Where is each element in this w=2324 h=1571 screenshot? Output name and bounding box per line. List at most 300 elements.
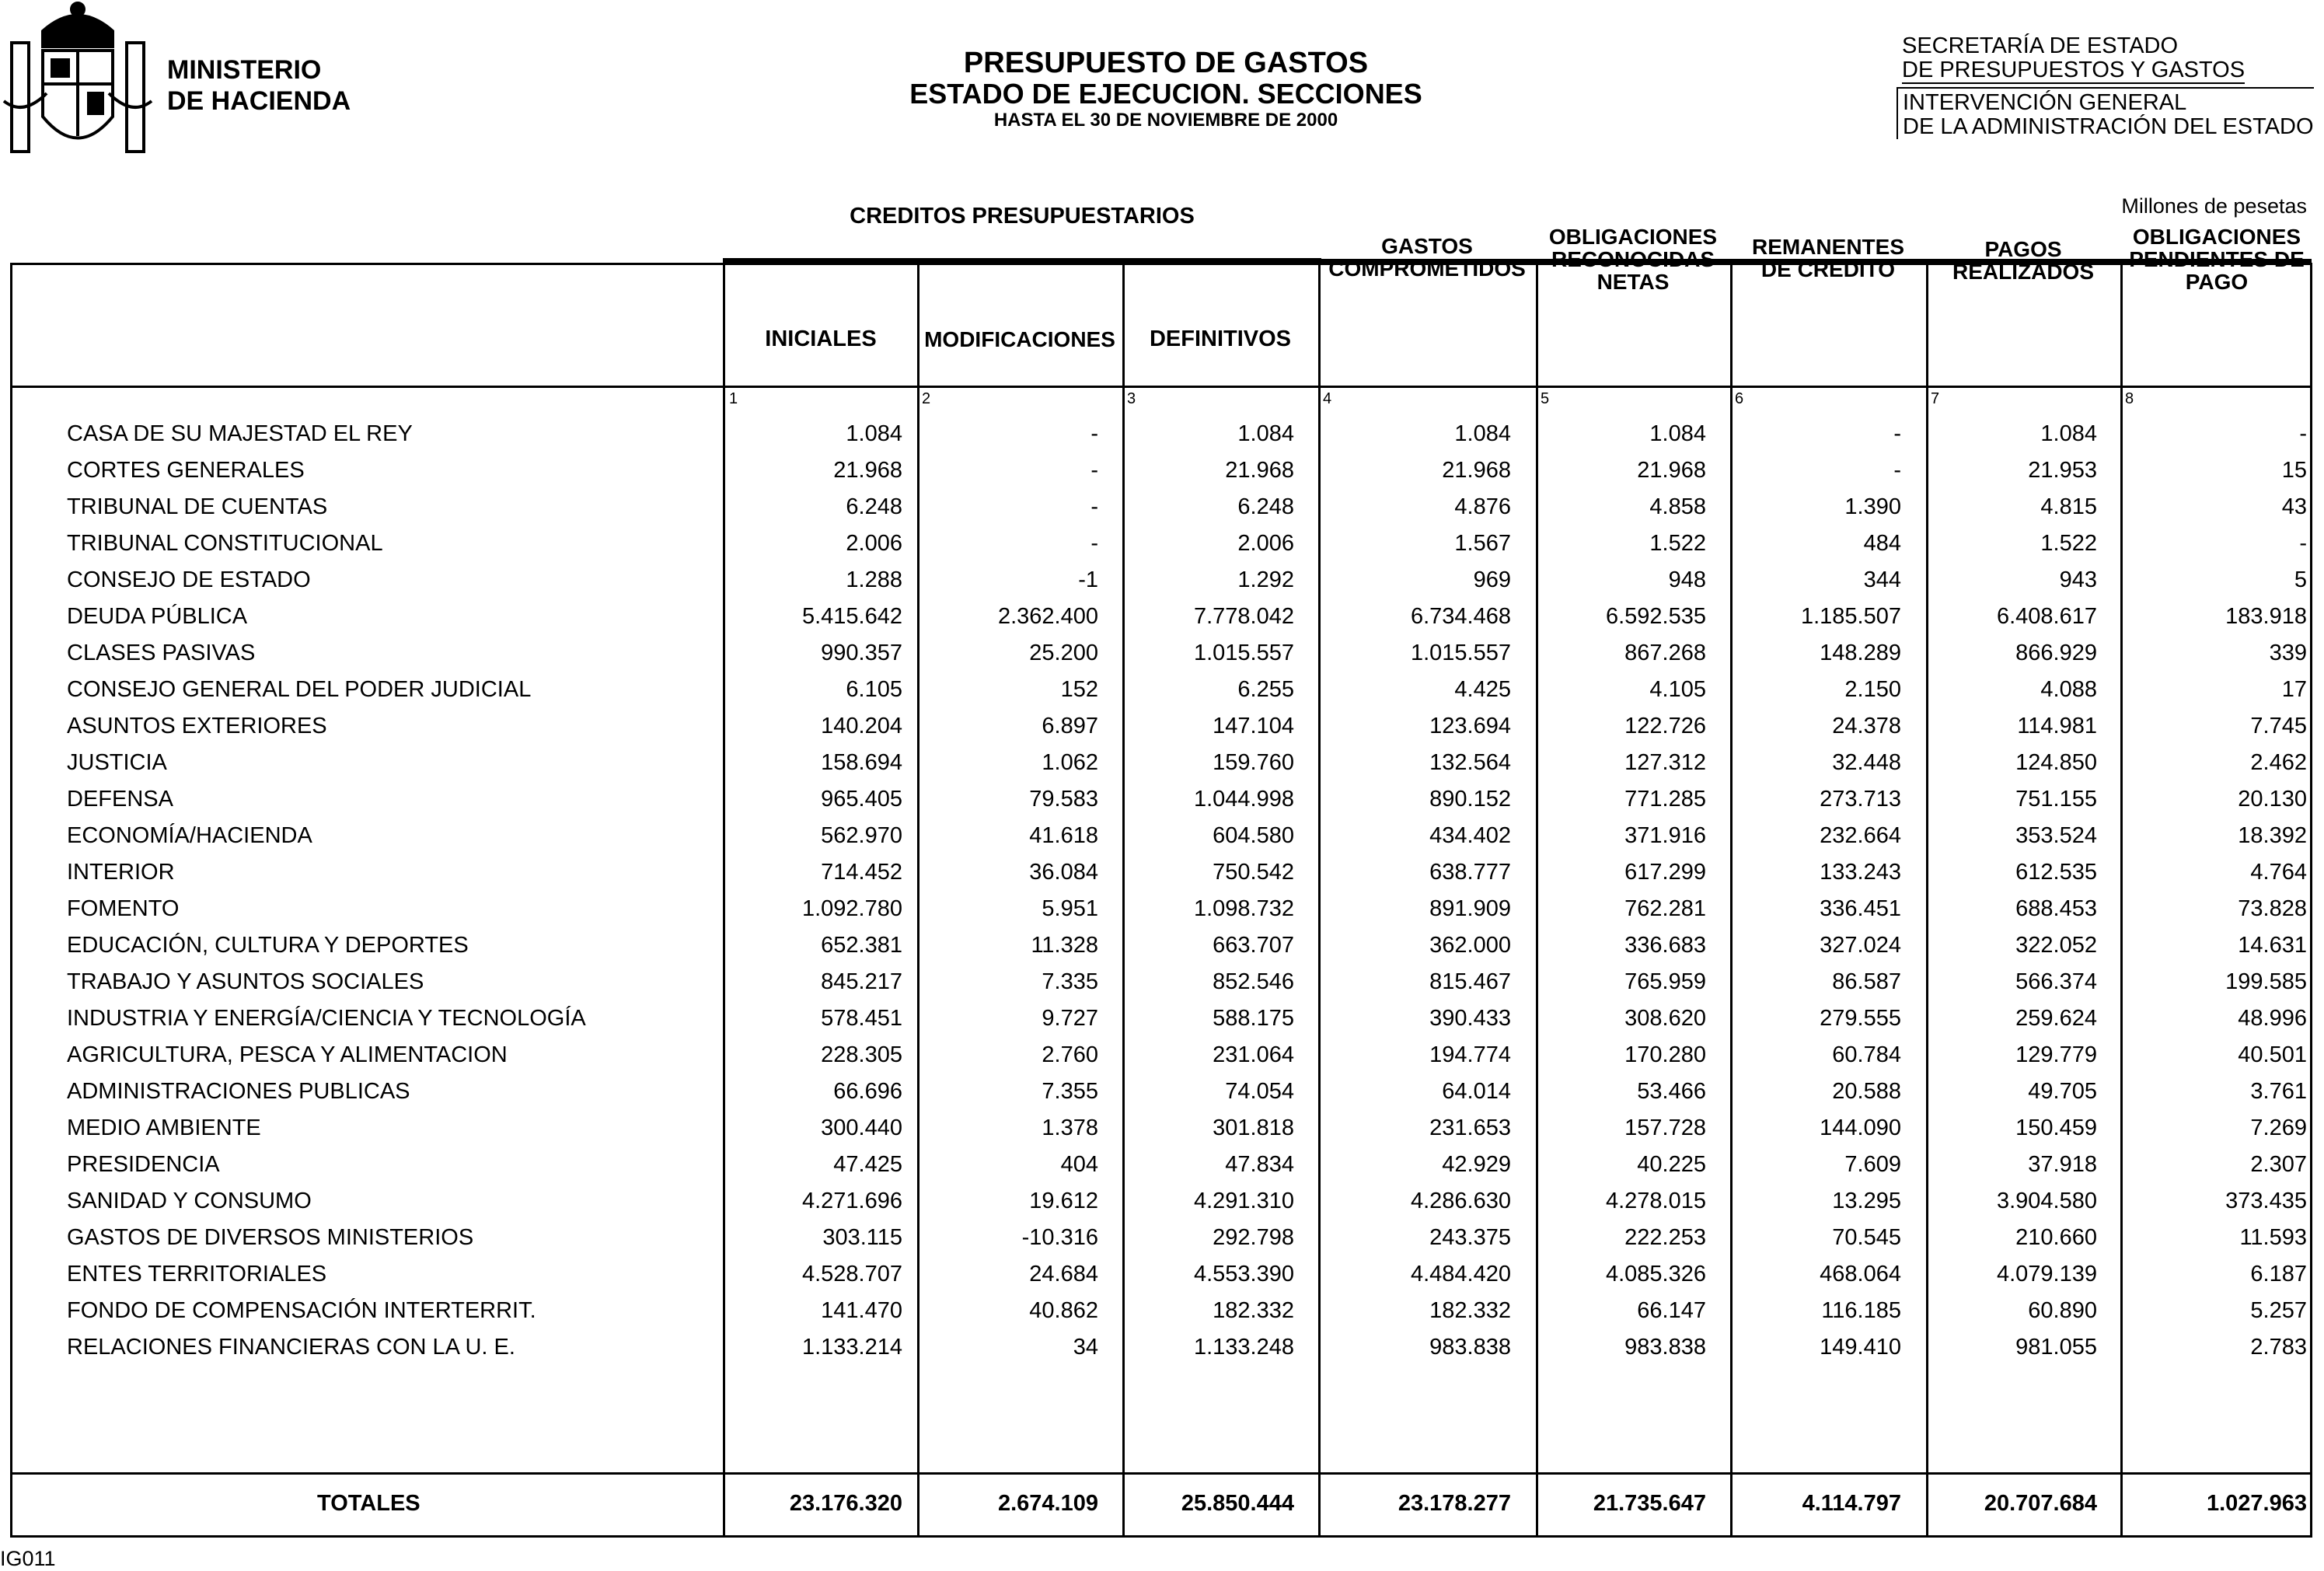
header-pend-line2: PENDIENTES DE	[2129, 247, 2305, 271]
row-value: 652.381	[821, 933, 902, 958]
row-section-name: EDUCACIÓN, CULTURA Y DEPORTES	[67, 933, 469, 958]
row-value: 2.362.400	[997, 604, 1098, 629]
row-value: 124.850	[2015, 750, 2097, 775]
row-value: 24.378	[1832, 714, 1901, 738]
document-title-block	[816, 47, 1516, 132]
row-value: 604.580	[1213, 823, 1294, 848]
row-value: 60.784	[1832, 1042, 1901, 1067]
row-value: 47.834	[1225, 1152, 1294, 1177]
header-remanentes	[1730, 236, 1926, 281]
row-value: 353.524	[2015, 823, 2097, 848]
row-value: 7.355	[1042, 1079, 1098, 1104]
table-row	[0, 1079, 2324, 1115]
intervencion-line2: DE LA ADMINISTRACIÓN DEL ESTADO	[1903, 114, 2314, 139]
grid-line	[10, 386, 2312, 388]
row-value: 890.152	[1429, 787, 1511, 812]
row-value: -	[1090, 531, 1098, 556]
row-value: 70.545	[1832, 1225, 1901, 1250]
row-value: 688.453	[2015, 896, 2097, 921]
table-row	[0, 896, 2324, 933]
row-value: 6.248	[846, 494, 902, 519]
table-row	[0, 1042, 2324, 1079]
row-value: 891.909	[1429, 896, 1511, 921]
row-value: 308.620	[1624, 1006, 1706, 1031]
row-value: 133.243	[1820, 860, 1901, 885]
row-value: 404	[1060, 1152, 1098, 1177]
row-value: 49.705	[2028, 1079, 2097, 1104]
header-oblig-line2: RECONOCIDAS	[1551, 247, 1715, 271]
table-row	[0, 1298, 2324, 1335]
column-number: 5	[1541, 390, 1550, 407]
grid-line	[10, 1472, 2312, 1475]
row-value: 182.332	[1213, 1298, 1294, 1323]
row-value: 182.332	[1429, 1298, 1511, 1323]
ministry-line2: DE HACIENDA	[167, 86, 351, 116]
row-value: 170.280	[1624, 1042, 1706, 1067]
table-row	[0, 1262, 2324, 1298]
row-value: 1.084	[1237, 421, 1294, 446]
header-oblig-line3: NETAS	[1596, 270, 1670, 294]
row-value: 1.084	[846, 421, 902, 446]
row-value: 2.760	[1042, 1042, 1098, 1067]
row-section-name: TRIBUNAL DE CUENTAS	[67, 494, 328, 519]
totals-value: 21.735.647	[1593, 1491, 1706, 1516]
row-value: 1.015.557	[1193, 641, 1294, 665]
row-section-name: FONDO DE COMPENSACIÓN INTERTERRIT.	[67, 1298, 536, 1323]
row-value: -	[1893, 421, 1901, 446]
row-value: 6.408.617	[1996, 604, 2097, 629]
row-value: 4.291.310	[1193, 1189, 1294, 1213]
row-section-name: ASUNTOS EXTERIORES	[67, 714, 327, 738]
totals-value: 4.114.797	[1802, 1491, 1901, 1516]
row-value: 4.764	[2250, 860, 2307, 885]
row-value: 1.378	[1042, 1115, 1098, 1140]
header-reman-line2: DE CREDITO	[1760, 257, 1896, 281]
row-value: 327.024	[1820, 933, 1901, 958]
row-value: 6.592.535	[1605, 604, 1706, 629]
row-value: 1.185.507	[1800, 604, 1901, 629]
row-section-name: ENTES TERRITORIALES	[67, 1262, 327, 1286]
row-value: 638.777	[1429, 860, 1511, 885]
row-value: 232.664	[1820, 823, 1901, 848]
column-number: 4	[1323, 390, 1332, 407]
row-value: 32.448	[1832, 750, 1901, 775]
column-number: 8	[2125, 390, 2134, 407]
header-modificaciones: MODIFICACIONES	[924, 327, 1115, 351]
row-value: 484	[1863, 531, 1901, 556]
header-pagos-line1: PAGOS	[1984, 237, 2062, 261]
row-value: 144.090	[1820, 1115, 1901, 1140]
row-value: 122.726	[1624, 714, 1706, 738]
row-value: -	[1090, 421, 1098, 446]
row-value: 17	[2281, 677, 2307, 702]
row-value: 468.064	[1820, 1262, 1901, 1286]
row-value: 53.466	[1637, 1079, 1706, 1104]
row-value: 562.970	[821, 823, 902, 848]
row-value: 14.631	[2238, 933, 2307, 958]
row-value: 765.959	[1624, 969, 1706, 994]
row-value: 13.295	[1832, 1189, 1901, 1213]
table-row	[0, 641, 2324, 677]
row-value: 114.981	[2017, 714, 2097, 738]
row-value: 1.567	[1454, 531, 1511, 556]
row-value: 140.204	[821, 714, 902, 738]
row-value: 4.553.390	[1193, 1262, 1294, 1286]
row-value: 1.288	[846, 567, 902, 592]
column-number: 7	[1931, 390, 1940, 407]
row-value: 66.147	[1637, 1298, 1706, 1323]
table-row	[0, 677, 2324, 714]
row-value: 588.175	[1213, 1006, 1294, 1031]
row-value: 1.133.248	[1193, 1335, 1294, 1360]
row-value: 4.484.420	[1410, 1262, 1511, 1286]
table-row	[0, 1006, 2324, 1042]
row-value: 5	[2294, 567, 2307, 592]
row-value: 19.612	[1029, 1189, 1098, 1213]
row-value: 663.707	[1213, 933, 1294, 958]
table-row	[0, 750, 2324, 787]
row-section-name: CORTES GENERALES	[67, 458, 305, 483]
row-value: 371.916	[1624, 823, 1706, 848]
row-value: 64.014	[1442, 1079, 1511, 1104]
row-value: 194.774	[1429, 1042, 1511, 1067]
totals-value: 20.707.684	[1984, 1491, 2097, 1516]
row-section-name: INDUSTRIA Y ENERGÍA/CIENCIA Y TECNOLOGÍA	[67, 1006, 586, 1031]
row-value: 815.467	[1429, 969, 1511, 994]
row-value: 3.761	[2250, 1079, 2307, 1104]
row-value: 159.760	[1213, 750, 1294, 775]
row-section-name: AGRICULTURA, PESCA Y ALIMENTACION	[67, 1042, 508, 1067]
row-value: 47.425	[833, 1152, 902, 1177]
row-value: 965.405	[821, 787, 902, 812]
row-value: 1.522	[1649, 531, 1706, 556]
row-section-name: ECONOMÍA/HACIENDA	[67, 823, 312, 848]
row-value: 373.435	[2225, 1189, 2307, 1213]
row-value: 73.828	[2238, 896, 2307, 921]
row-value: 4.876	[1454, 494, 1511, 519]
row-value: 183.918	[2225, 604, 2307, 629]
row-value: 390.433	[1429, 1006, 1511, 1031]
row-value: 25.200	[1029, 641, 1098, 665]
row-value: 845.217	[821, 969, 902, 994]
row-value: 7.778.042	[1193, 604, 1294, 629]
row-value: 21.968	[1442, 458, 1511, 483]
row-value: 4.278.015	[1605, 1189, 1706, 1213]
ministry-name	[167, 54, 351, 117]
column-number: 2	[922, 390, 931, 407]
row-value: 1.062	[1042, 750, 1098, 775]
row-section-name: RELACIONES FINANCIERAS CON LA U. E.	[67, 1335, 515, 1360]
row-section-name: ADMINISTRACIONES PUBLICAS	[67, 1079, 410, 1104]
row-value: 141.470	[821, 1298, 902, 1323]
row-value: 344	[1863, 567, 1901, 592]
header-pagos	[1926, 238, 2120, 283]
row-value: 762.281	[1624, 896, 1706, 921]
ministry-line1: MINISTERIO	[167, 55, 322, 85]
table-row	[0, 531, 2324, 567]
row-value: 20.130	[2238, 787, 2307, 812]
row-value: 37.918	[2028, 1152, 2097, 1177]
table-row	[0, 823, 2324, 860]
row-section-name: TRABAJO Y ASUNTOS SOCIALES	[67, 969, 424, 994]
row-value: 2.307	[2250, 1152, 2307, 1177]
row-value: 1.390	[1844, 494, 1901, 519]
row-value: 5.257	[2250, 1298, 2307, 1323]
row-value: 4.286.630	[1410, 1189, 1511, 1213]
row-value: 292.798	[1213, 1225, 1294, 1250]
row-value: 771.285	[1624, 787, 1706, 812]
row-value: 300.440	[821, 1115, 902, 1140]
row-value: 4.088	[2040, 677, 2097, 702]
row-value: 6.897	[1042, 714, 1098, 738]
row-value: 150.459	[2015, 1115, 2097, 1140]
row-value: 2.006	[846, 531, 902, 556]
row-value: 21.968	[1637, 458, 1706, 483]
row-value: 1.084	[1454, 421, 1511, 446]
totals-value: 23.178.277	[1398, 1491, 1511, 1516]
header-gastos	[1318, 235, 1536, 280]
row-value: 149.410	[1820, 1335, 1901, 1360]
row-value: 34	[1073, 1335, 1098, 1360]
row-value: 1.015.557	[1410, 641, 1511, 665]
row-value: 301.818	[1213, 1115, 1294, 1140]
row-value: 36.084	[1029, 860, 1098, 885]
row-value: 1.044.998	[1193, 787, 1294, 812]
row-value: 434.402	[1429, 823, 1511, 848]
row-section-name: PRESIDENCIA	[67, 1152, 220, 1177]
column-number: 6	[1735, 390, 1744, 407]
row-value: 4.079.139	[1996, 1262, 2097, 1286]
row-value: 86.587	[1832, 969, 1901, 994]
row-value: 981.055	[2015, 1335, 2097, 1360]
row-value: 6.248	[1237, 494, 1294, 519]
row-value: 1.084	[2040, 421, 2097, 446]
row-section-name: MEDIO AMBIENTE	[67, 1115, 261, 1140]
row-value: 2.783	[2250, 1335, 2307, 1360]
row-value: 79.583	[1029, 787, 1098, 812]
row-value: 7.609	[1844, 1152, 1901, 1177]
row-value: 127.312	[1624, 750, 1706, 775]
units-label: Millones de pesetas	[2121, 194, 2307, 218]
row-value: -	[1090, 494, 1098, 519]
intervencion-line1: INTERVENCIÓN GENERAL	[1903, 90, 2187, 115]
row-value: 129.779	[2015, 1042, 2097, 1067]
row-section-name: CASA DE SU MAJESTAD EL REY	[67, 421, 413, 446]
table-row	[0, 787, 2324, 823]
row-value: 336.451	[1820, 896, 1901, 921]
row-value: 40.862	[1029, 1298, 1098, 1323]
row-value: 4.815	[2040, 494, 2097, 519]
table-row	[0, 1225, 2324, 1262]
row-value: 199.585	[2225, 969, 2307, 994]
row-value: 42.929	[1442, 1152, 1511, 1177]
table-row	[0, 1152, 2324, 1189]
row-value: 7.269	[2250, 1115, 2307, 1140]
intervencion-label	[1897, 87, 2314, 139]
row-value: 273.713	[1820, 787, 1901, 812]
row-value: 279.555	[1820, 1006, 1901, 1031]
row-value: 4.271.696	[801, 1189, 902, 1213]
coat-of-arms-icon	[0, 0, 155, 163]
header-reman-line1: REMANENTES	[1751, 235, 1904, 259]
row-value: 123.694	[1429, 714, 1511, 738]
row-value: 2.462	[2250, 750, 2307, 775]
row-value: 322.052	[2015, 933, 2097, 958]
row-value: 866.929	[2015, 641, 2097, 665]
row-value: 990.357	[821, 641, 902, 665]
secretaria-label	[1902, 34, 2245, 84]
header-oblig-line1: OBLIGACIONES	[1548, 225, 1718, 249]
secretaria-line2: DE PRESUPUESTOS Y GASTOS	[1902, 58, 2245, 82]
row-value: -	[1893, 458, 1901, 483]
row-value: 11.328	[1031, 933, 1098, 958]
row-section-name: FOMENTO	[67, 896, 180, 921]
row-value: 2.150	[1844, 677, 1901, 702]
row-value: 41.618	[1029, 823, 1098, 848]
row-section-name: CONSEJO GENERAL DEL PODER JUDICIAL	[67, 677, 532, 702]
grid-line	[724, 259, 1320, 261]
row-value: 157.728	[1624, 1115, 1706, 1140]
table-row	[0, 604, 2324, 641]
header-gastos-line2: COMPROMETIDOS	[1328, 257, 1526, 281]
row-value: 983.838	[1624, 1335, 1706, 1360]
row-value: -10.316	[1021, 1225, 1098, 1250]
row-value: 303.115	[822, 1225, 902, 1250]
row-value: 259.624	[2015, 1006, 2097, 1031]
row-value: 7.745	[2250, 714, 2307, 738]
row-value: 983.838	[1429, 1335, 1511, 1360]
row-value: 943	[2059, 567, 2097, 592]
column-number: 1	[729, 390, 738, 407]
table-row	[0, 933, 2324, 969]
row-section-name: SANIDAD Y CONSUMO	[67, 1189, 312, 1213]
header-pend-line3: PAGO	[2185, 270, 2249, 294]
row-value: 20.588	[1832, 1079, 1901, 1104]
row-value: 339	[2269, 641, 2307, 665]
row-value: 5.951	[1042, 896, 1098, 921]
form-code: IG011	[0, 1547, 56, 1570]
header-pendientes	[2120, 225, 2313, 293]
row-value: 714.452	[821, 860, 902, 885]
row-value: 867.268	[1624, 641, 1706, 665]
row-section-name: DEUDA PÚBLICA	[67, 604, 248, 629]
row-value: 66.696	[833, 1079, 902, 1104]
header-pend-line1: OBLIGACIONES	[2132, 225, 2301, 249]
row-value: 4.528.707	[801, 1262, 902, 1286]
row-value: 1.098.732	[1193, 896, 1294, 921]
header-gastos-line1: GASTOS	[1381, 234, 1473, 258]
table-row	[0, 494, 2324, 531]
totals-value: 2.674.109	[997, 1491, 1098, 1516]
document-subtitle: ESTADO DE EJECUCION. SECCIONES	[909, 78, 1422, 110]
row-value: 21.968	[1225, 458, 1294, 483]
row-value: 74.054	[1225, 1079, 1294, 1104]
row-value: 612.535	[2015, 860, 2097, 885]
row-value: 15	[2281, 458, 2307, 483]
row-value: 43	[2281, 494, 2307, 519]
row-value: 948	[1668, 567, 1706, 592]
row-value: 148.289	[1820, 641, 1901, 665]
row-value: 750.542	[1213, 860, 1294, 885]
row-value: 336.683	[1624, 933, 1706, 958]
row-value: 152	[1060, 677, 1098, 702]
table-row	[0, 860, 2324, 896]
row-value: 6.105	[846, 677, 902, 702]
totals-value: 25.850.444	[1181, 1491, 1294, 1516]
row-value: 48.996	[2238, 1006, 2307, 1031]
row-section-name: TRIBUNAL CONSTITUCIONAL	[67, 531, 383, 556]
row-value: 231.064	[1213, 1042, 1294, 1067]
row-value: 2.006	[1237, 531, 1294, 556]
header-pagos-line2: REALIZADOS	[1952, 260, 2094, 284]
column-number: 3	[1127, 390, 1136, 407]
secretaria-line1: SECRETARÍA DE ESTADO	[1902, 33, 2179, 58]
row-section-name: INTERIOR	[67, 860, 175, 885]
table-row	[0, 714, 2324, 750]
row-value: 1.292	[1237, 567, 1294, 592]
row-value: 566.374	[2015, 969, 2097, 994]
row-section-name: JUSTICIA	[67, 750, 167, 775]
row-value: 751.155	[2015, 787, 2097, 812]
document-title: PRESUPUESTO DE GASTOS	[963, 47, 1369, 79]
row-value: 1.133.214	[801, 1335, 902, 1360]
row-value: 158.694	[821, 750, 902, 775]
row-value: 852.546	[1213, 969, 1294, 994]
row-value: 18.392	[2238, 823, 2307, 848]
row-value: 1.092.780	[801, 896, 902, 921]
table-row	[0, 421, 2324, 458]
row-value: 132.564	[1429, 750, 1511, 775]
row-value: 231.653	[1429, 1115, 1511, 1140]
row-value: 222.253	[1624, 1225, 1706, 1250]
row-value: 21.968	[833, 458, 902, 483]
row-value: 6.734.468	[1410, 604, 1511, 629]
header-iniciales: INICIALES	[765, 326, 877, 351]
row-value: 6.187	[2250, 1262, 2307, 1286]
row-value: 9.727	[1042, 1006, 1098, 1031]
row-value: 6.255	[1237, 677, 1294, 702]
totals-value: 1.027.963	[2206, 1491, 2307, 1516]
row-section-name: CLASES PASIVAS	[67, 641, 256, 665]
row-value: 362.000	[1429, 933, 1511, 958]
header-definitivos: DEFINITIVOS	[1149, 326, 1292, 351]
row-value: 210.660	[2015, 1225, 2097, 1250]
row-value: 7.335	[1042, 969, 1098, 994]
table-row	[0, 567, 2324, 604]
totals-value: 23.176.320	[789, 1491, 902, 1516]
row-value: 11.593	[2239, 1225, 2307, 1250]
row-value: 3.904.580	[1996, 1189, 2097, 1213]
row-value: 4.105	[1649, 677, 1706, 702]
row-value: 1.522	[2040, 531, 2097, 556]
document-period: HASTA EL 30 DE NOVIEMBRE DE 2000	[993, 110, 1338, 131]
row-value: -1	[1078, 567, 1098, 592]
row-value: 578.451	[821, 1006, 902, 1031]
row-value: 617.299	[1624, 860, 1706, 885]
row-value: 243.375	[1429, 1225, 1511, 1250]
header-obligaciones	[1536, 225, 1730, 293]
row-section-name: CONSEJO DE ESTADO	[67, 567, 311, 592]
row-value: -	[1090, 458, 1098, 483]
row-value: 5.415.642	[801, 604, 902, 629]
row-value: 228.305	[821, 1042, 902, 1067]
row-section-name: GASTOS DE DIVERSOS MINISTERIOS	[67, 1225, 474, 1250]
row-value: -	[2299, 531, 2307, 556]
table-row	[0, 458, 2324, 494]
table-row	[0, 1115, 2324, 1152]
table-row	[0, 969, 2324, 1006]
table-row	[0, 1335, 2324, 1371]
